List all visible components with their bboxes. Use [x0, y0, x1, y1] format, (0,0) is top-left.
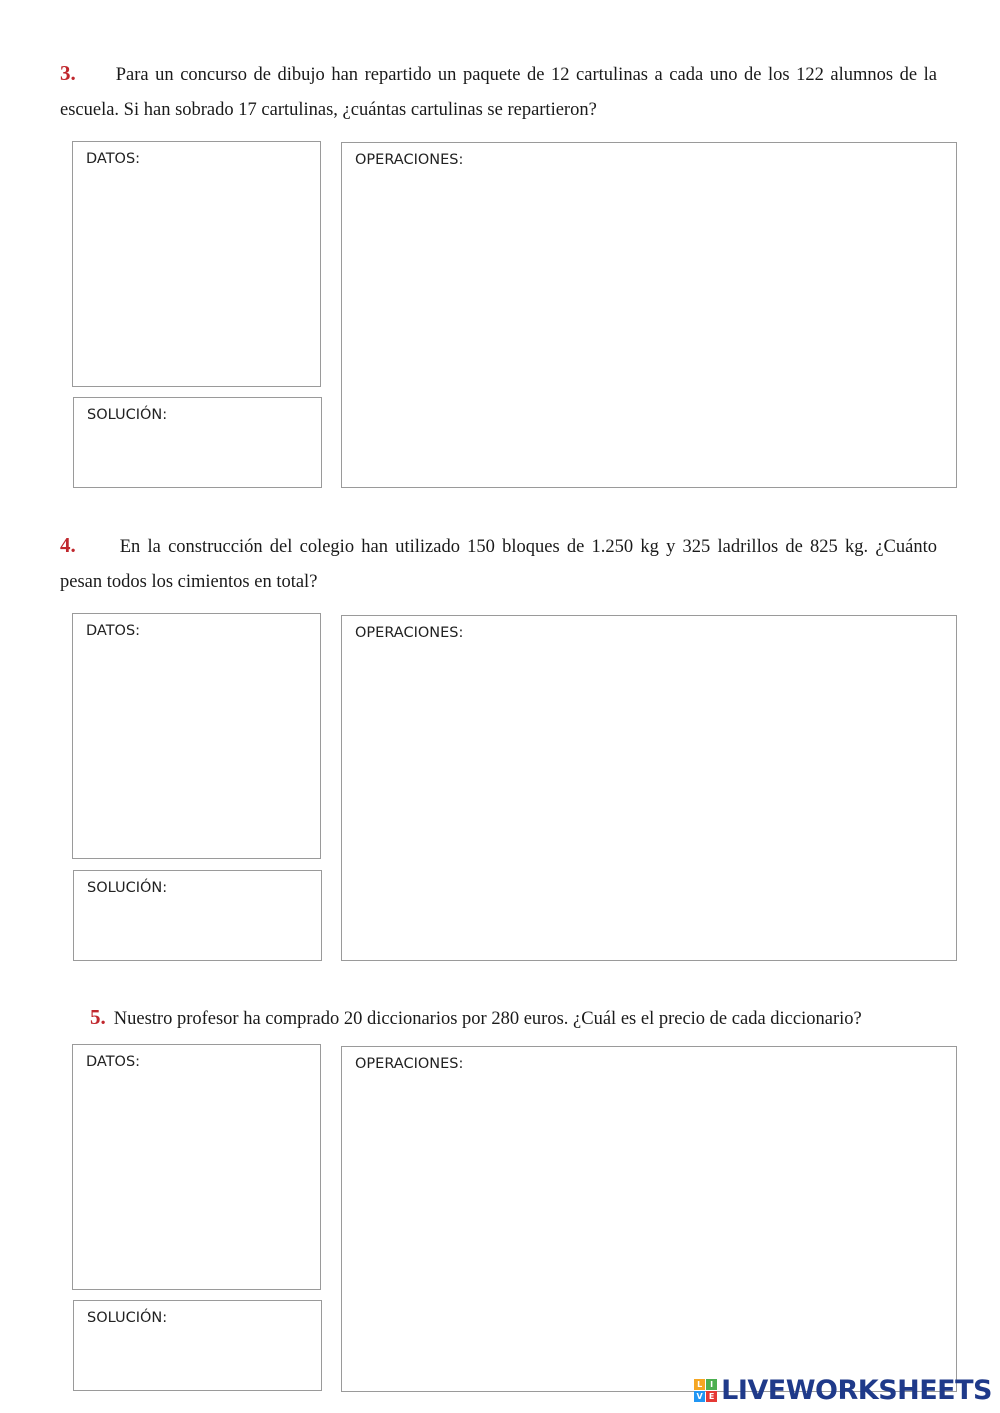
- problem-5-datos-box: [72, 1044, 321, 1290]
- problem-4-solucion-label: SOLUCIÓN:: [87, 880, 168, 896]
- problem-5-statement: [60, 1000, 937, 1037]
- logo-letter-i: I: [706, 1379, 717, 1390]
- problem-3-text: Para un concurso de dibujo han repartido un paquete de 12 cartulinas a cada uno de los 122 alumnos de la escuela. Si han sobrado 17 cartulinas, ¿cuántas cartulinas se repartieron?: [60, 65, 937, 120]
- problem-4-solucion-input[interactable]: [86, 907, 309, 950]
- problem-5-solucion-label: SOLUCIÓN:: [87, 1310, 168, 1326]
- problem-4-datos-box: [72, 613, 321, 859]
- liveworksheets-logo-icon: [694, 1379, 717, 1402]
- problem-3-number: 3.: [60, 61, 76, 85]
- logo-letter-l: L: [694, 1379, 705, 1390]
- problem-5-solucion-input[interactable]: [86, 1337, 309, 1380]
- problem-3-solucion-box: [73, 397, 322, 488]
- problem-5-operaciones-input[interactable]: [354, 1083, 944, 1381]
- logo-letter-e: E: [706, 1391, 717, 1402]
- liveworksheets-brand: [694, 1375, 992, 1406]
- problem-4-datos-input[interactable]: [85, 650, 308, 848]
- problem-5-datos-label: DATOS:: [86, 1054, 141, 1070]
- problem-4-operaciones-box: [341, 615, 957, 961]
- problem-5-number: 5.: [90, 1005, 106, 1029]
- problem-5-operaciones-label: OPERACIONES:: [355, 1056, 464, 1072]
- problem-3-datos-input[interactable]: [85, 178, 308, 376]
- liveworksheets-wordmark: LIVEWORKSHEETS: [721, 1375, 992, 1406]
- problem-3-solucion-label: SOLUCIÓN:: [87, 407, 168, 423]
- problem-5-datos-input[interactable]: [85, 1081, 308, 1279]
- problem-5-solucion-box: [73, 1300, 322, 1391]
- problem-5-text: Nuestro profesor ha comprado 20 diccionarios por 280 euros. ¿Cuál es el precio de cada diccionario?: [113, 1009, 862, 1029]
- problem-3-operaciones-label: OPERACIONES:: [355, 152, 464, 168]
- problem-3-statement: [60, 56, 937, 128]
- problem-4-operaciones-label: OPERACIONES:: [355, 625, 464, 641]
- logo-letter-v: V: [694, 1391, 705, 1402]
- problem-4-operaciones-input[interactable]: [354, 652, 944, 950]
- problem-4-number: 4.: [60, 533, 76, 557]
- problem-3-operaciones-input[interactable]: [354, 179, 944, 477]
- problem-3-solucion-input[interactable]: [86, 434, 309, 477]
- problem-4-text: En la construcción del colegio han utilizado 150 bloques de 1.250 kg y 325 ladrillos de 825 kg. ¿Cuánto pesan todos los cimientos en total?: [60, 537, 937, 592]
- problem-4-solucion-box: [73, 870, 322, 961]
- problem-3-datos-label: DATOS:: [86, 151, 141, 167]
- problem-3-operaciones-box: [341, 142, 957, 488]
- problem-4-datos-label: DATOS:: [86, 623, 141, 639]
- problem-4-statement: [60, 528, 937, 600]
- problem-3-datos-box: [72, 141, 321, 387]
- problem-5-operaciones-box: [341, 1046, 957, 1392]
